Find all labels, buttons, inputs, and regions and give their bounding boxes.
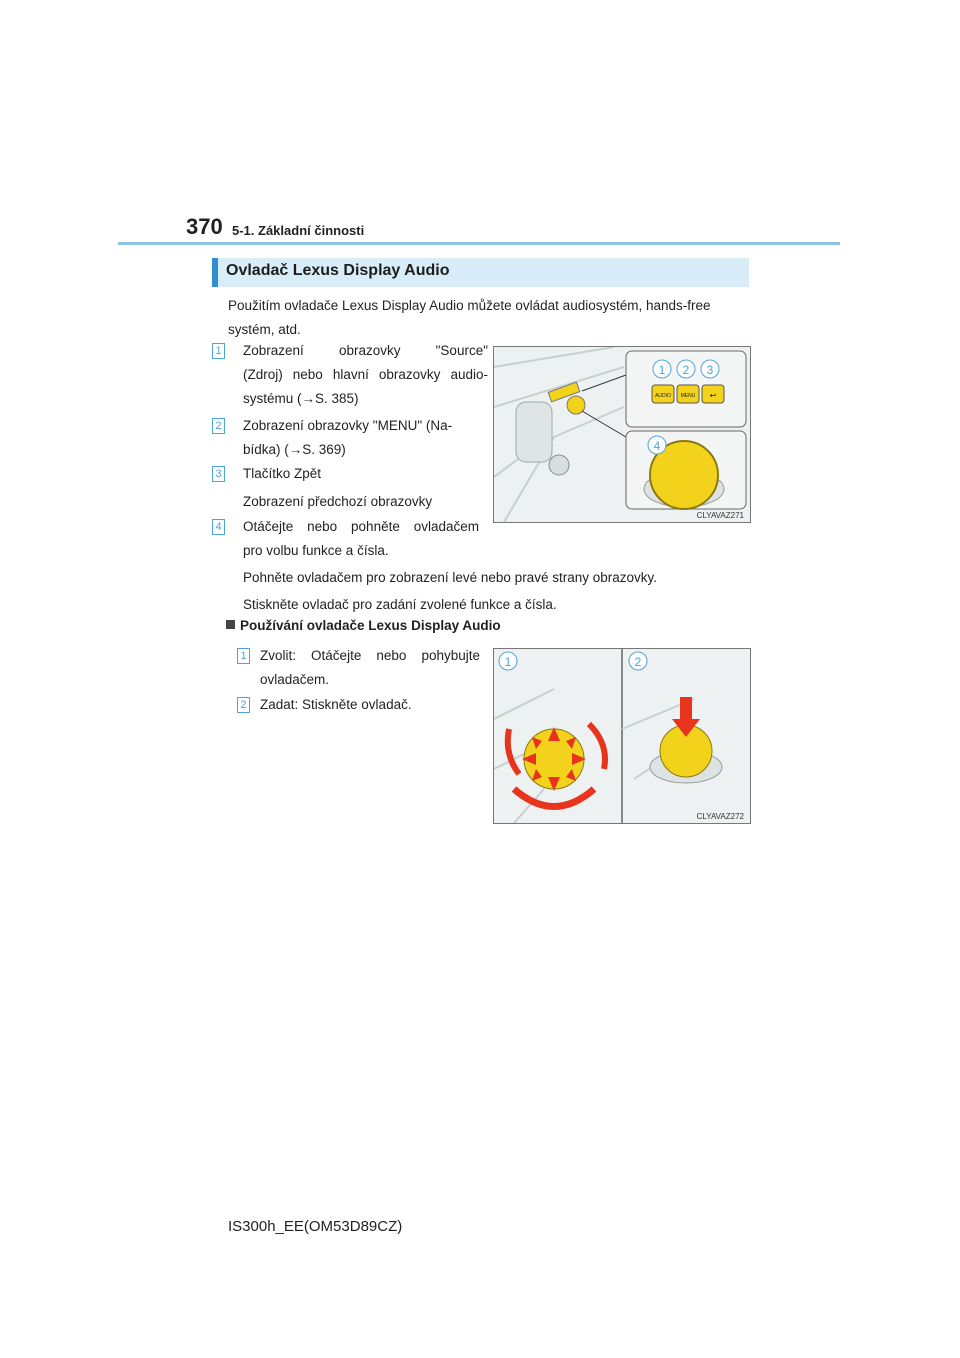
item-1-line-1: Zobrazení obrazovky "Source" [243, 343, 488, 358]
sub-item-1-line-2: ovladačem. [260, 672, 330, 687]
footer-doc-id: IS300h_EE(OM53D89CZ) [228, 1218, 403, 1235]
bullet-square-icon [226, 620, 235, 629]
callout-3: 3 [706, 363, 714, 377]
sub-item-number-1: 1 [237, 648, 250, 664]
item-number-1: 1 [212, 343, 225, 359]
item-3-line-1: Tlačítko Zpět [243, 466, 322, 481]
item-1-line-2: (Zdroj) nebo hlavní obrazovky audio- [243, 367, 488, 382]
sub-item-number-2: 2 [237, 697, 250, 713]
callout-enter: 2 [634, 655, 642, 669]
audio-label: AUDIO [655, 393, 671, 399]
page-number: 370 [186, 214, 223, 239]
item-number-4: 4 [212, 519, 225, 535]
item-number-2: 2 [212, 418, 225, 434]
item-1-line-3: systému (→S. 385) [243, 391, 359, 406]
item-4-note-1: Pohněte ovladačem pro zobrazení levé nebo pravé strany obrazovky. [243, 570, 657, 585]
menu-label: MENU [680, 393, 696, 399]
figure-controller-location [493, 346, 751, 523]
item-2-line-2: bídka) (→S. 369) [243, 442, 346, 457]
item-4-line-2: pro volbu funkce a čísla. [243, 543, 389, 558]
callout-2: 2 [682, 363, 690, 377]
sub-item-1-line-1: Zvolit: Otáčejte nebo pohybujte [260, 648, 480, 663]
back-arrow-icon: ↩ [709, 391, 717, 400]
callout-1: 1 [658, 363, 666, 377]
figure-controller-usage [493, 648, 751, 824]
figure-2-code: CLYAVAZ272 [696, 812, 744, 821]
item-4-line-1: Otáčejte nebo pohněte ovladačem [243, 519, 479, 534]
callout-select: 1 [504, 655, 512, 669]
item-3-line-2: Zobrazení předchozí obrazovky [243, 494, 433, 509]
chapter-title: 5-1. Základní činnosti [232, 223, 365, 238]
item-2-line-1: Zobrazení obrazovky "MENU" (Na- [243, 418, 453, 433]
section-title: Ovladač Lexus Display Audio [226, 262, 450, 279]
figure-1-code: CLYAVAZ271 [696, 511, 744, 520]
subsection-title: Používání ovladače Lexus Display Audio [240, 618, 501, 633]
callout-4: 4 [653, 439, 661, 453]
intro-paragraph: Použitím ovladače Lexus Display Audio můžete ovládat audiosystém, hands-free systém, atd. [228, 298, 711, 337]
section-header [212, 258, 749, 287]
sub-item-2-line-1: Zadat: Stiskněte ovladač. [260, 697, 412, 712]
subsection-heading [226, 618, 501, 633]
header-rule [118, 242, 840, 245]
item-4-note-2: Stiskněte ovladač pro zadání zvolené funkce a čísla. [243, 597, 557, 612]
item-number-3: 3 [212, 466, 225, 482]
